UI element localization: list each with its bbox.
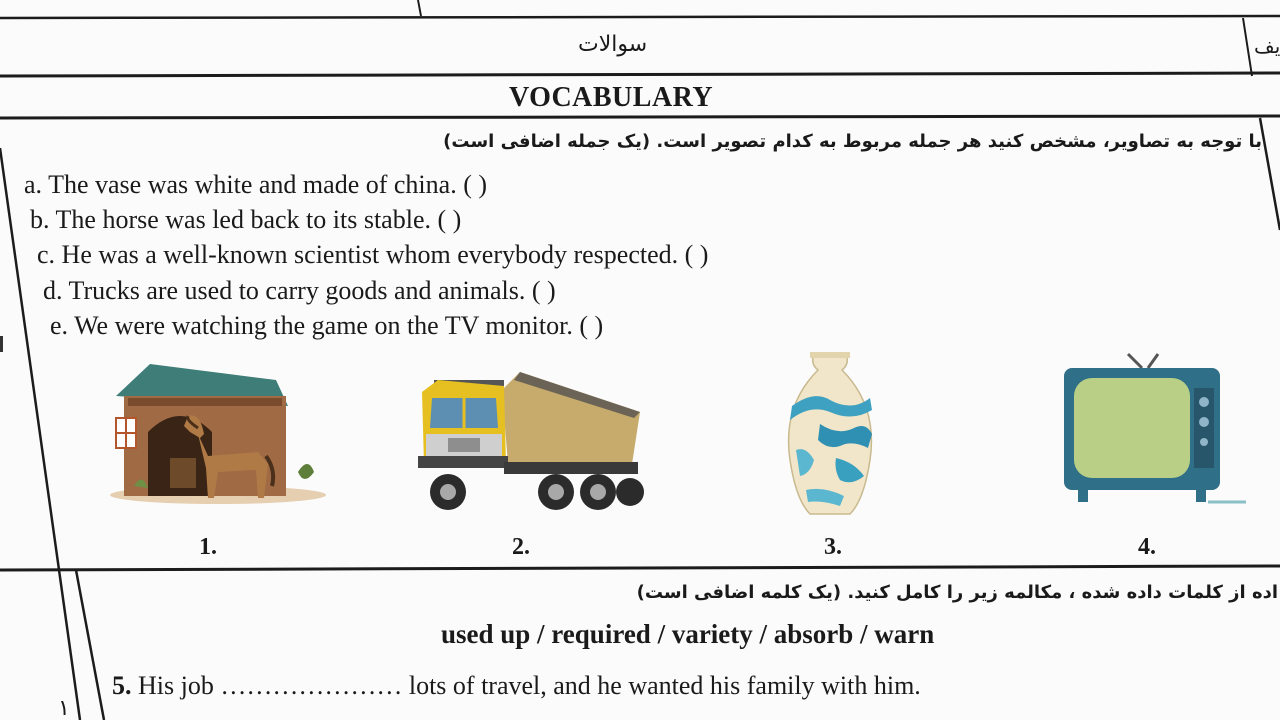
question-5 (112, 671, 921, 701)
part1-instruction: با توجه به تصاویر، مشخص کنید هر جمله مربوط به کدام تصویر است. (یک جمله اضافی است) (443, 131, 1262, 152)
sentence-b: b. The horse was led back to its stable. ( ) (30, 205, 462, 234)
picture-number-4: 4. (1138, 534, 1156, 560)
row-number-header: یف (1254, 34, 1280, 58)
questions-header: سوالات (578, 32, 648, 57)
tv-monitor-icon (1058, 352, 1248, 514)
sentence-c: c. He was a well-known scientist whom everybody respected. ( ) (37, 240, 709, 269)
vase-icon (780, 350, 880, 518)
dump-truck-icon (408, 352, 644, 518)
word-bank: used up / required / variety / absorb / warn (441, 619, 935, 649)
horse-stable-icon (108, 360, 330, 510)
score-cell: ۱ (58, 696, 70, 720)
question-text: His job ………………… lots of travel, and he wanted his family with him. (138, 671, 921, 700)
section-title: VOCABULARY (509, 82, 714, 113)
picture-number-2: 2. (512, 534, 530, 560)
part2-instruction: اده از کلمات داده شده ، مکالمه زیر را کامل کنید. (یک کلمه اضافی است) (636, 582, 1278, 603)
question-number: 5. (112, 671, 132, 700)
picture-number-1: 1. (199, 534, 217, 560)
margin-mark (0, 336, 3, 352)
picture-number-3: 3. (824, 534, 842, 560)
sentence-a: a. The vase was white and made of china. ( ) (24, 170, 488, 199)
sentence-d: d. Trucks are used to carry goods and animals. ( ) (43, 276, 556, 305)
sentence-e: e. We were watching the game on the TV monitor. ( ) (50, 311, 604, 340)
